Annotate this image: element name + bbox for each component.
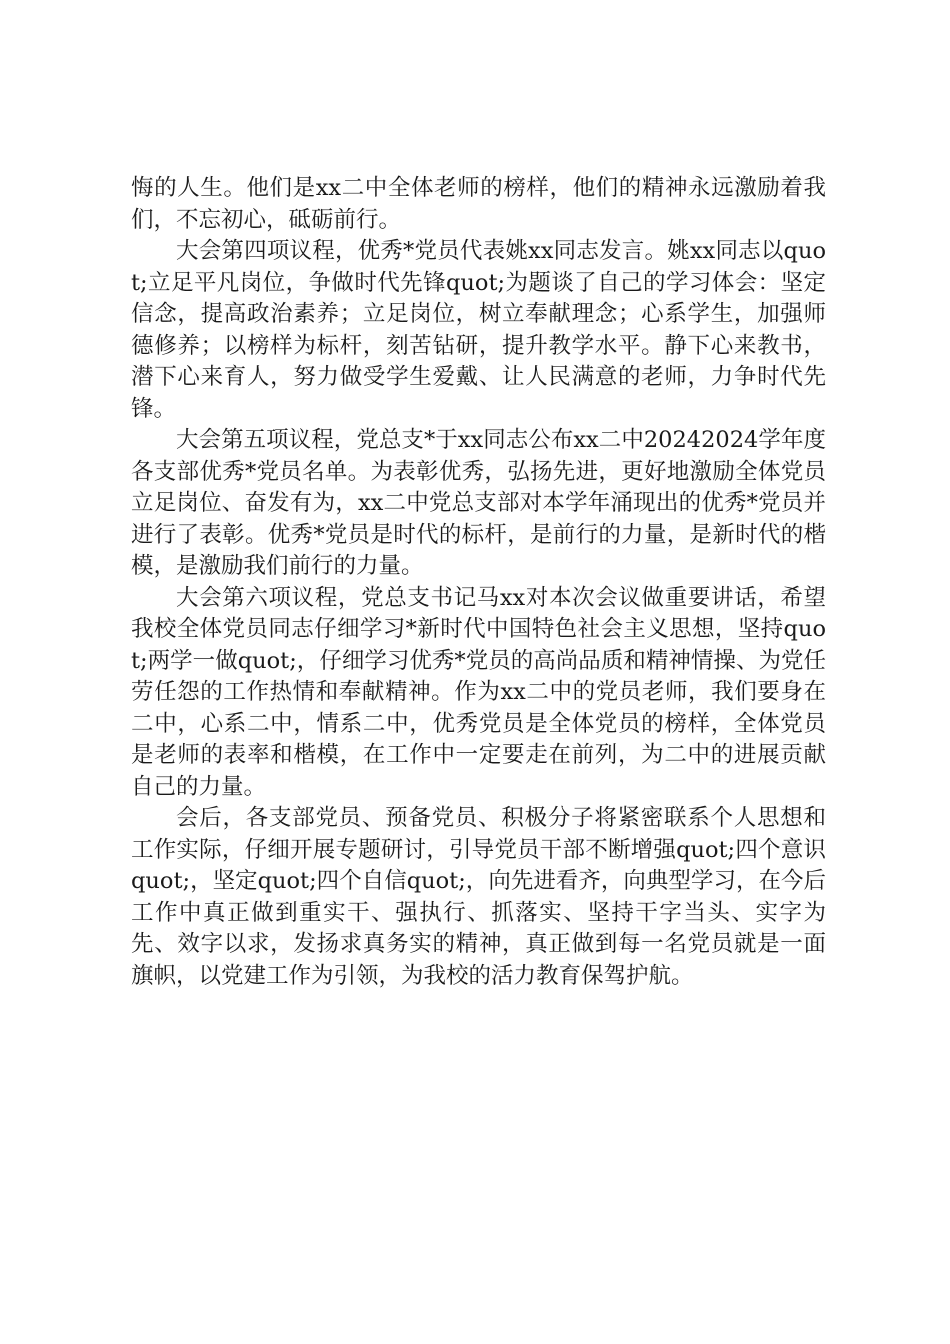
paragraph-agenda-item-6: 大会第六项议程，党总支书记马xx对本次会议做重要讲话，希望我校全体党员同志仔细学习*新时代中国特色社会主义思想，坚持quot;两学一做quot;，仔细学习优秀*党员的高尚品质和精神情操、为党任劳任怨的工作热情和奉献精神。作为xx二中的党员老师，我们要身在二中，心系二中，情系二中，优秀党员是全体党员的榜样，全体党员是老师的表率和楷模，在工作中一定要走在前列，为二中的进展贡献自己的力量。: [131, 584, 826, 800]
paragraph-agenda-item-5: 大会第五项议程，党总支*于xx同志公布xx二中20242024学年度各支部优秀*党员名单。为表彰优秀，弘扬先进，更好地激励全体党员立足岗位、奋发有为，xx二中党总支部对本学年涌现出的优秀*党员并进行了表彰。优秀*党员是时代的标杆，是前行的力量，是新时代的楷模，是激励我们前行的力量。: [131, 427, 826, 579]
paragraph-agenda-item-4: 大会第四项议程，优秀*党员代表姚xx同志发言。姚xx同志以quot;立足平凡岗位，争做时代先锋quot;为题谈了自己的学习体会：坚定信念，提高政治素养；立足岗位，树立奉献理念；心系学生，加强师德修养；以榜样为标杆，刻苦钻研，提升教学水平。静下心来教书，潜下心来育人，努力做受学生爱戴、让人民满意的老师，力争时代先锋。: [131, 238, 826, 422]
paragraph-continuation: 悔的人生。他们是xx二中全体老师的榜样，他们的精神永远激励着我们，不忘初心，砥砺前行。: [131, 175, 826, 233]
document-body: [131, 173, 826, 992]
paragraph-after-meeting: 会后，各支部党员、预备党员、积极分子将紧密联系个人思想和工作实际，仔细开展专题研讨，引导党员干部不断增强quot;四个意识quot;，坚定quot;四个自信quot;，向先进看齐，向典型学习，在今后工作中真正做到重实干、强执行、抓落实、坚持干字当头、实字为先、效字以求，发扬求真务实的精神，真正做到每一名党员就是一面旗帜，以党建工作为引领，为我校的活力教育保驾护航。: [131, 805, 826, 989]
